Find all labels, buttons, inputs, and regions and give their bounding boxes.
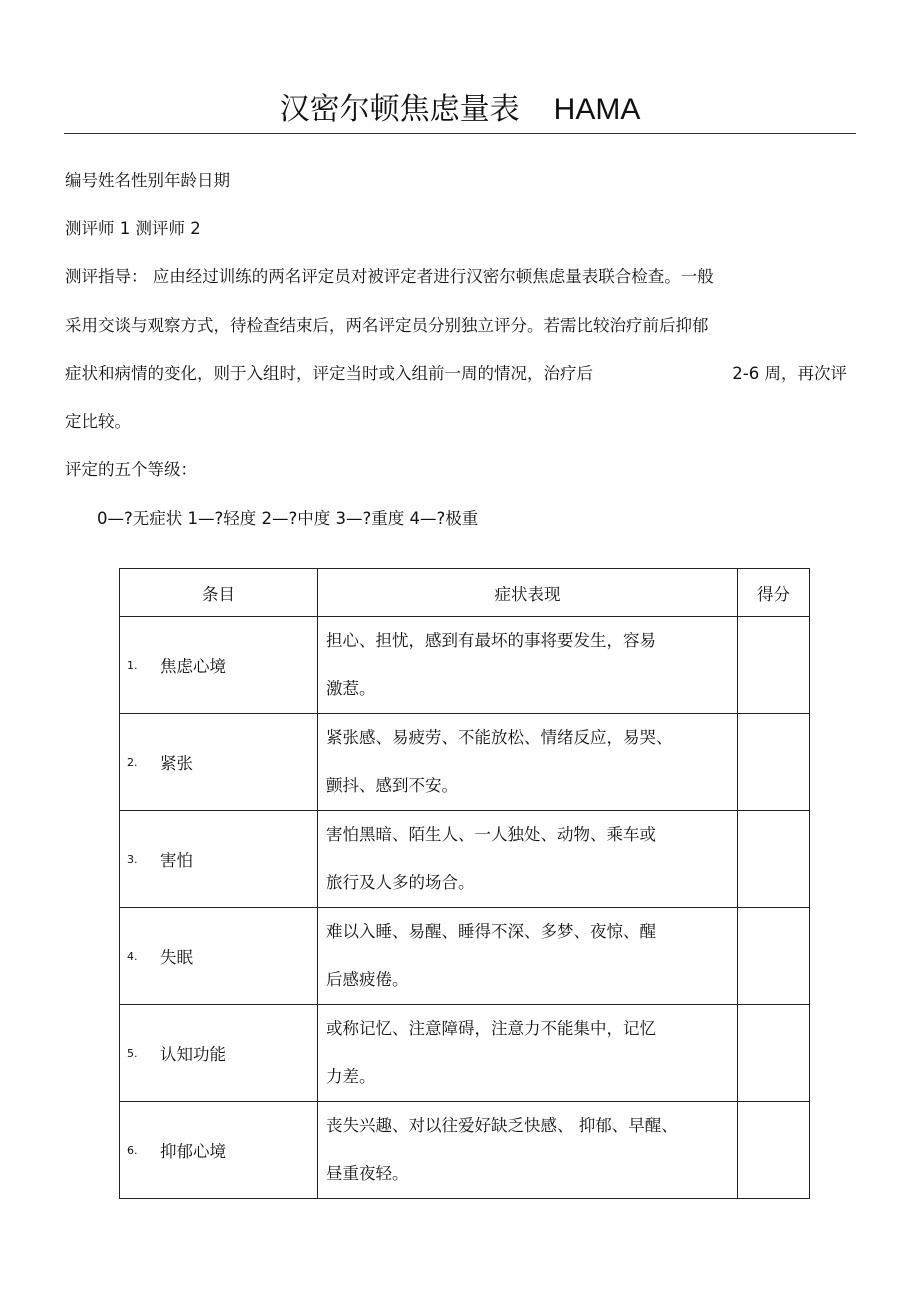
hama-table xyxy=(119,568,810,1199)
title-name: 汉密尔顿焦虑量表 xyxy=(279,92,520,127)
header-symptom: 症状表现 xyxy=(318,569,738,617)
symptom-line-2: 激惹。 xyxy=(326,679,376,698)
title-abbr: HAMA xyxy=(553,93,641,126)
symptom-line-2: 力差。 xyxy=(326,1067,376,1086)
item-number: 2. xyxy=(127,755,138,769)
instructions-line-1: 测评指导： 应由经过训练的两名评定员对被评定者进行汉密尔顿焦虑量表联合检查。一般 xyxy=(65,267,714,286)
instructions-line-4: 定比较。 xyxy=(65,412,131,431)
item-name: 失眠 xyxy=(160,948,193,967)
raters-line: 测评师 1 测评师 2 xyxy=(65,219,201,238)
header-item: 条目 xyxy=(120,569,318,617)
info-line: 编号姓名性别年龄日期 xyxy=(65,171,230,190)
item-number: 5. xyxy=(127,1046,138,1060)
symptom-line-2: 颤抖、感到不安。 xyxy=(326,776,458,795)
grades-line: 0—?无症状 1—?轻度 2—?中度 3—?重度 4—?极重 xyxy=(97,509,479,528)
table-row xyxy=(120,811,810,908)
item-name: 抑郁心境 xyxy=(160,1142,226,1161)
item-number: 3. xyxy=(127,852,138,866)
symptom-line-1: 紧张感、易疲劳、不能放松、情绪反应，易哭、 xyxy=(326,728,673,747)
symptom-line-1: 或称记忆、注意障碍，注意力不能集中，记忆 xyxy=(326,1019,656,1038)
symptom-line-2: 旅行及人多的场合。 xyxy=(326,873,475,892)
item-number: 1. xyxy=(127,658,138,672)
table-header-row xyxy=(120,569,810,617)
item-name: 焦虑心境 xyxy=(160,657,226,676)
table-row xyxy=(120,1005,810,1102)
symptom-line-1: 难以入睡、易醒、睡得不深、多梦、夜惊、醒 xyxy=(326,922,656,941)
symptom-line-1: 丧失兴趣、对以往爱好缺乏快感、 抑郁、早醒、 xyxy=(326,1116,678,1135)
item-name: 认知功能 xyxy=(160,1045,226,1064)
item-name: 害怕 xyxy=(160,851,193,870)
header-score: 得分 xyxy=(738,569,810,617)
grades-heading: 评定的五个等级： xyxy=(65,460,197,479)
page-title xyxy=(64,90,856,130)
table-row xyxy=(120,908,810,1005)
score-cell[interactable] xyxy=(738,617,810,714)
symptom-line-1: 害怕黑暗、陌生人、一人独处、动物、乘车或 xyxy=(326,825,656,844)
title-rule xyxy=(64,133,856,134)
table-row xyxy=(120,617,810,714)
score-cell[interactable] xyxy=(738,908,810,1005)
instructions-line-2: 采用交谈与观察方式，待检查结束后，两名评定员分别独立评分。若需比较治疗前后抑郁 xyxy=(65,316,709,335)
item-number: 6. xyxy=(127,1143,138,1157)
symptom-line-1: 担心、担忧，感到有最坏的事将要发生，容易 xyxy=(326,631,656,650)
table-row xyxy=(120,1102,810,1199)
instructions-line-3 xyxy=(65,363,847,385)
score-cell[interactable] xyxy=(738,811,810,908)
item-name: 紧张 xyxy=(160,754,193,773)
item-number: 4. xyxy=(127,949,138,963)
symptom-line-2: 后感疲倦。 xyxy=(326,970,409,989)
score-cell[interactable] xyxy=(738,714,810,811)
score-cell[interactable] xyxy=(738,1005,810,1102)
instructions-line-3b: 2-6 周，再次评 xyxy=(732,364,847,383)
symptom-line-2: 昼重夜轻。 xyxy=(326,1164,409,1183)
table-row xyxy=(120,714,810,811)
score-cell[interactable] xyxy=(738,1102,810,1199)
instructions-line-3a: 症状和病情的变化，则于入组时，评定当时或入组前一周的情况，治疗后 xyxy=(65,364,593,383)
